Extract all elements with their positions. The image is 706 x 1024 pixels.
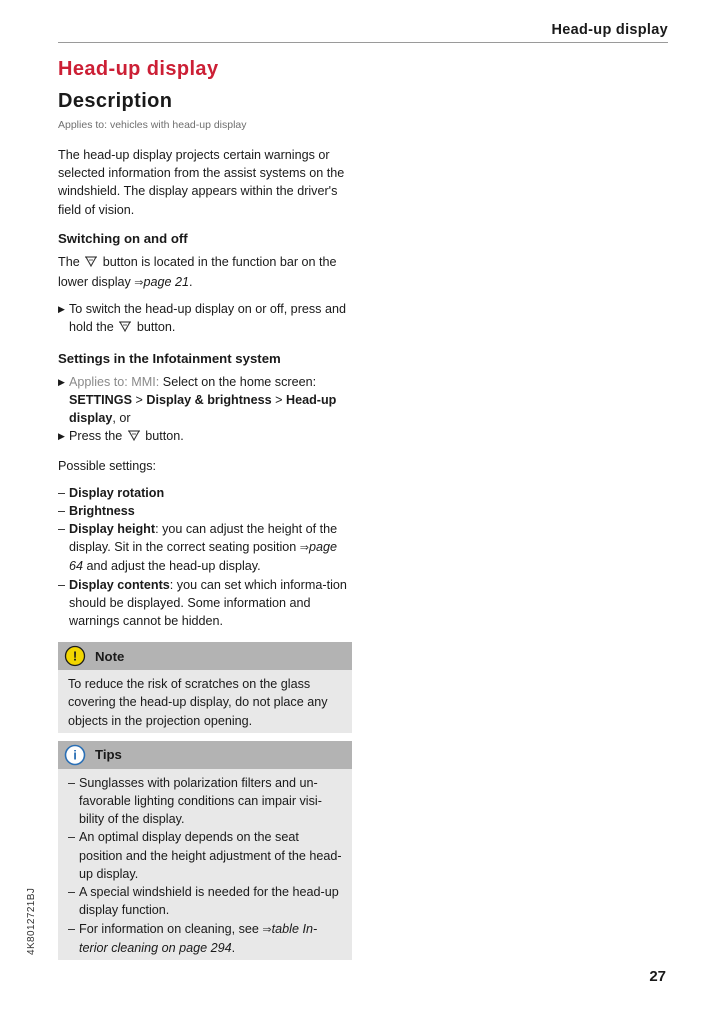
section-title: Description	[58, 90, 173, 112]
info-icon	[64, 744, 86, 766]
running-header-title: Head-up display	[551, 22, 668, 38]
step-arrow-icon: ▶	[58, 431, 65, 442]
settings-step2-before: Press the	[69, 429, 123, 444]
setting-description: : you can set which informa-tion should be displayed. Some information and warnings cannot be hidden.	[69, 577, 347, 629]
list-item	[58, 576, 352, 631]
menu-path-head-up-display: Head-up display	[69, 392, 337, 426]
list-item: – Sunglasses with polarization filters and un-favorable lighting conditions can impair visi-bility of the display.	[68, 774, 342, 829]
possible-settings-label: Possible settings:	[58, 459, 157, 474]
page-ref-arrow-icon: ⇒	[299, 542, 309, 555]
intro-paragraph: The head-up display projects certain warnings or selected information from the assist systems on the windshield. The display appears within the driver's field of vision.	[58, 148, 345, 217]
switching-text-before: The	[58, 254, 80, 269]
menu-path-separator: >	[135, 392, 143, 407]
info-icon-glyph: i	[73, 747, 77, 763]
switching-step	[58, 300, 352, 338]
note-icon	[64, 645, 86, 667]
switching-text-end: .	[189, 275, 193, 290]
tips-header	[58, 741, 352, 769]
setting-term: Display contents	[69, 577, 170, 592]
setting-term: Display height	[69, 522, 156, 537]
switching-heading: Switching on and off	[58, 230, 188, 246]
note-body	[58, 670, 352, 733]
main-column	[58, 58, 352, 960]
list-item	[58, 484, 352, 502]
chapter-title: Head-up display	[58, 58, 219, 80]
setting-term: Display rotation	[69, 485, 165, 500]
note-box	[58, 642, 352, 733]
page-reference-link[interactable]: page 64	[69, 540, 338, 574]
menu-path-separator: >	[275, 392, 283, 407]
hud-button-icon	[118, 320, 132, 338]
switching-paragraph	[58, 253, 352, 292]
switching-step-before: To switch the head-up display on or off, press and hold the	[69, 302, 346, 335]
setting-term: Brightness	[69, 503, 135, 518]
page-ref-arrow-icon: ⇒	[134, 277, 144, 290]
step-arrow-icon: ▶	[58, 304, 65, 315]
list-item	[68, 920, 342, 957]
tip-text: For information on cleaning, see	[79, 921, 259, 936]
list-item	[58, 520, 352, 576]
page-ref-arrow-icon: ⇒	[262, 923, 272, 936]
settings-step-1	[58, 373, 352, 428]
switching-step-after: button.	[136, 320, 176, 335]
settings-step1-text: Select on the home screen:	[162, 374, 317, 389]
list-item: – A special windshield is needed for the head-up display function.	[68, 883, 342, 919]
settings-step2-after: button.	[145, 429, 184, 444]
note-icon-glyph: !	[72, 648, 78, 664]
tips-list	[68, 774, 342, 957]
page-reference-link[interactable]: page 21	[143, 275, 190, 290]
step-arrow-icon: ▶	[58, 376, 65, 387]
page-number: 27	[649, 968, 666, 985]
tip-text-end: .	[231, 940, 236, 955]
document-code: 4K8012721BJ	[26, 887, 37, 955]
settings-list	[58, 484, 352, 631]
table-reference-link[interactable]: table In-terior cleaning on page 294	[79, 921, 318, 955]
menu-path-settings: SETTINGS	[69, 392, 132, 407]
hud-button-icon	[127, 429, 141, 447]
list-item	[58, 502, 352, 520]
settings-step1-end: , or	[112, 411, 131, 426]
setting-description-end: and adjust the head-up display.	[86, 559, 261, 574]
note-title: Note	[95, 648, 125, 664]
tips-body	[58, 769, 352, 960]
tips-title: Tips	[95, 747, 122, 763]
note-header	[58, 642, 352, 670]
settings-step-2	[58, 427, 352, 447]
note-text: To reduce the risk of scratches on the glass covering the head-up display, do not place any objects in the projection opening.	[68, 677, 328, 728]
settings-heading: Settings in the Infotainment system	[58, 350, 281, 366]
menu-path-display-brightness: Display & brightness	[146, 392, 272, 407]
tips-box	[58, 741, 352, 960]
settings-applies: Applies to: MMI:	[69, 374, 160, 389]
applies-to-note: Applies to: vehicles with head-up display	[58, 119, 247, 131]
hud-button-icon	[84, 255, 98, 273]
list-item: – An optimal display depends on the seat position and the height adjustment of the head-up display.	[68, 828, 342, 883]
switching-text-after: button is located in the function bar on the lower display	[58, 254, 337, 290]
running-header	[58, 22, 668, 43]
setting-description: : you can adjust the height of the display. Sit in the correct seating position	[69, 522, 338, 555]
